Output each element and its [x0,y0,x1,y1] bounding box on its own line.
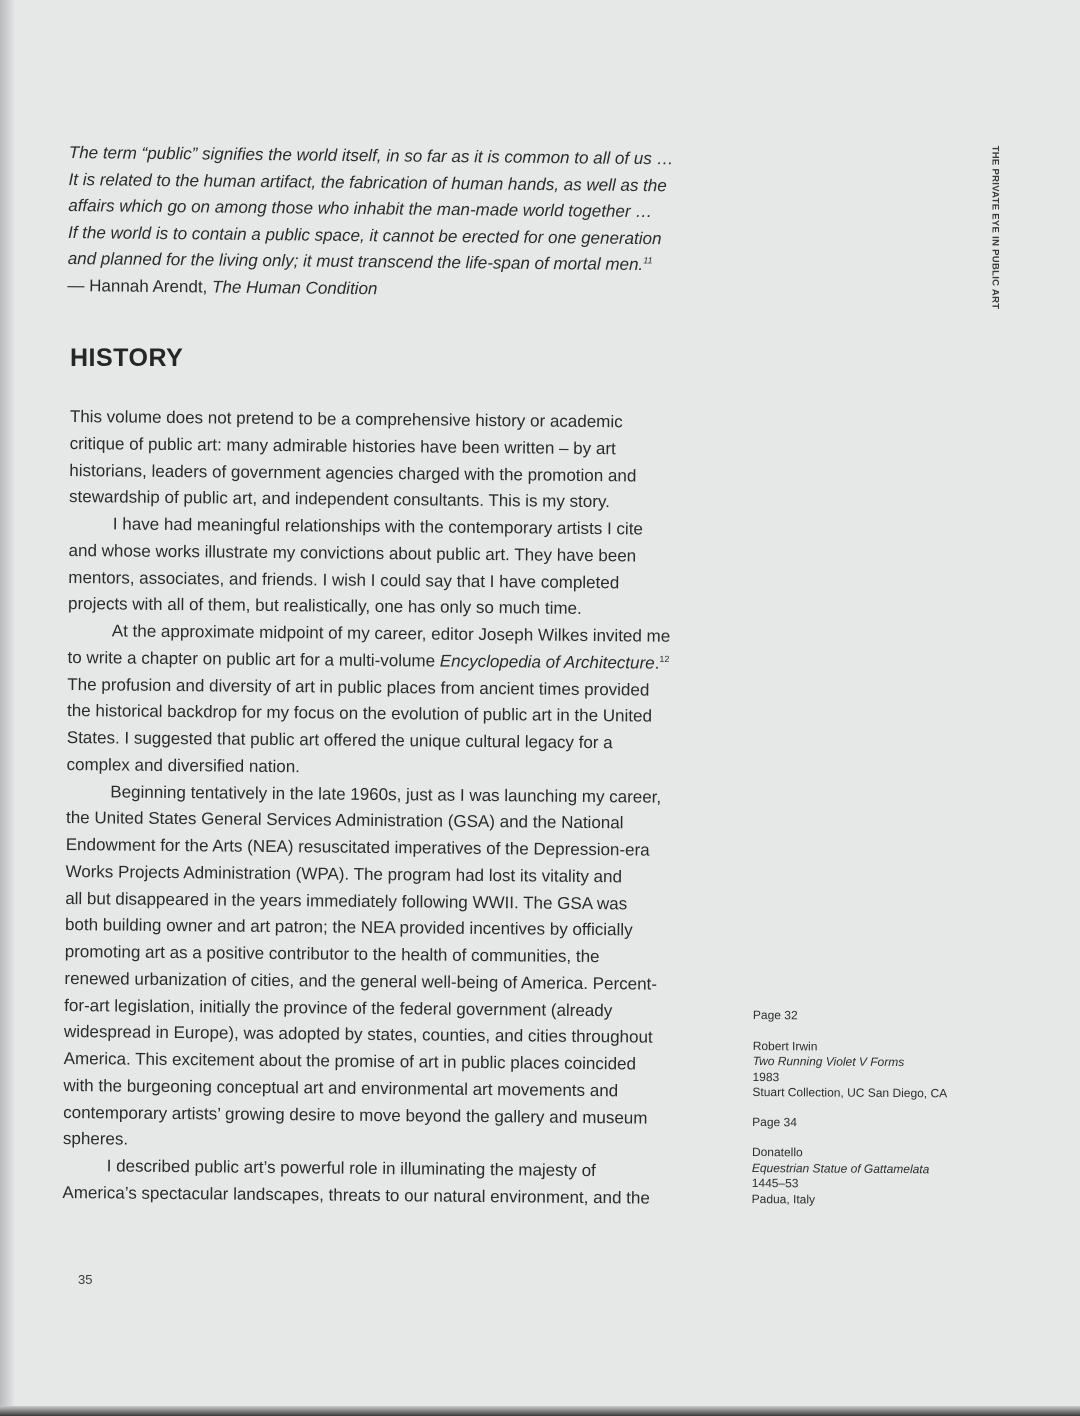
body-line: complex and diversified nation. [66,754,301,776]
body-line: renewed urbanization of cities, and the general well-being of America. Percent- [64,968,658,994]
caption-year: 1445–53 [751,1175,799,1191]
epigraph-line: If the world is to contain a public space, it cannot be erected for one generation [67,222,662,248]
page-number: 35 [78,1272,93,1287]
body-line: America. This excitement about the promise of art in public places coincided [63,1048,637,1074]
caption-page-ref: Page 34 [752,1114,797,1129]
page-bottom-edge [0,1406,1080,1416]
body-line: Endowment for the Arts (NEA) resuscitated imperatives of the Depression-era [65,834,650,860]
caption-title: Equestrian Statue of Gattamelata [751,1160,930,1176]
attribution-author: — Hannah Arendt, [67,275,213,297]
caption-location: Padua, Italy [751,1191,816,1206]
caption-year: 1983 [752,1069,780,1084]
body-line: the United States General Services Administration (GSA) and the National [65,808,624,833]
body-line: spheres. [62,1129,129,1149]
epigraph-quote [67,140,719,306]
body-line: contemporary artists’ growing desire to move beyond the gallery and museum [63,1102,648,1128]
page-gutter-shadow [0,0,14,1416]
caption-artist: Donatello [751,1144,803,1160]
epigraph-line: affairs which go on among those who inhabit the man-made world together … [68,195,653,222]
body-line: mentors, associates, and friends. I wish I could say that I have completed [68,567,620,592]
caption-title: Two Running Violet V Forms [752,1053,905,1070]
body-line: stewardship of public art, and independent consultants. This is my story. [69,487,611,512]
body-line: Beginning tentatively in the late 1960s, just as I was launching my career, [110,781,662,807]
body-line: At the approximate midpoint of my career, editor Joseph Wilkes invited me [111,621,671,646]
epigraph-line: It is related to the human artifact, the fabrication of human hands, as well as the [68,169,667,195]
body-text [62,404,720,1213]
body-line: projects with all of them, but realistically, one has only so much time. [67,594,582,619]
caption-location: Stuart Collection, UC San Diego, CA [752,1084,948,1101]
body-line: with the burgeoning conceptual art and environmental art movements and [63,1075,619,1101]
body-line: America’s spectacular landscapes, threats to our natural environment, and the [62,1182,650,1208]
caption-block [752,1038,1012,1102]
footnote-marker: 11 [643,255,653,266]
running-head: THE PRIVATE EYE IN PUBLIC ART [989,145,1001,310]
punctuation: . [654,653,660,673]
body-line: The profusion and diversity of art in public places from ancient times provided [67,674,650,700]
body-line: I described public art’s powerful role in illuminating the majesty of [106,1156,596,1181]
body-line: the historical backdrop for my focus on the evolution of public art in the United [66,701,653,726]
body-line: historians, leaders of government agencies charged with the promotion and [69,460,637,485]
body-line: This volume does not pretend to be a comprehensive history or academic [69,406,623,432]
body-line: widespread in Europe), was adopted by states, counties, and cities throughout [63,1022,653,1047]
body-line: and whose works illustrate my convictions about public art. They have been [68,540,637,566]
book-title: Encyclopedia of Architecture [439,651,655,673]
body-line: critique of public art: many admirable histories have been written – by art [69,433,616,458]
epigraph-line: The term “public” signifies the world itself, in so far as it is common to all of us … [68,142,674,169]
section-heading: HISTORY [70,344,184,372]
footnote-marker: 12 [659,653,670,664]
caption-artist: Robert Irwin [752,1038,818,1053]
body-line-text: to write a chapter on public art for a multi-volume [67,647,440,671]
body-line: both building owner and art patron; the NEA provided incentives by officially [64,915,633,940]
caption-block [752,1145,1012,1209]
body-line: Works Projects Administration (WPA). The program had lost its vitality and [65,861,623,887]
body-line: all but disappeared in the years immediately following WWII. The GSA was [65,888,628,913]
body-line: I have had meaningful relationships with the contemporary artists I cite [112,514,644,539]
attribution-book-title: The Human Condition [211,277,378,298]
caption-page-ref: Page 32 [752,1008,798,1023]
body-line: for-art legislation, initially the province of the federal government (already [64,995,613,1020]
body-line: States. I suggested that public art offered the unique cultural legacy for a [66,727,613,753]
image-captions [752,1008,1013,1223]
body-line: promoting art as a positive contributor to the health of communities, the [64,941,600,967]
epigraph-line-text: and planned for the living only; it must transcend the life-span of mortal men. [67,248,644,275]
